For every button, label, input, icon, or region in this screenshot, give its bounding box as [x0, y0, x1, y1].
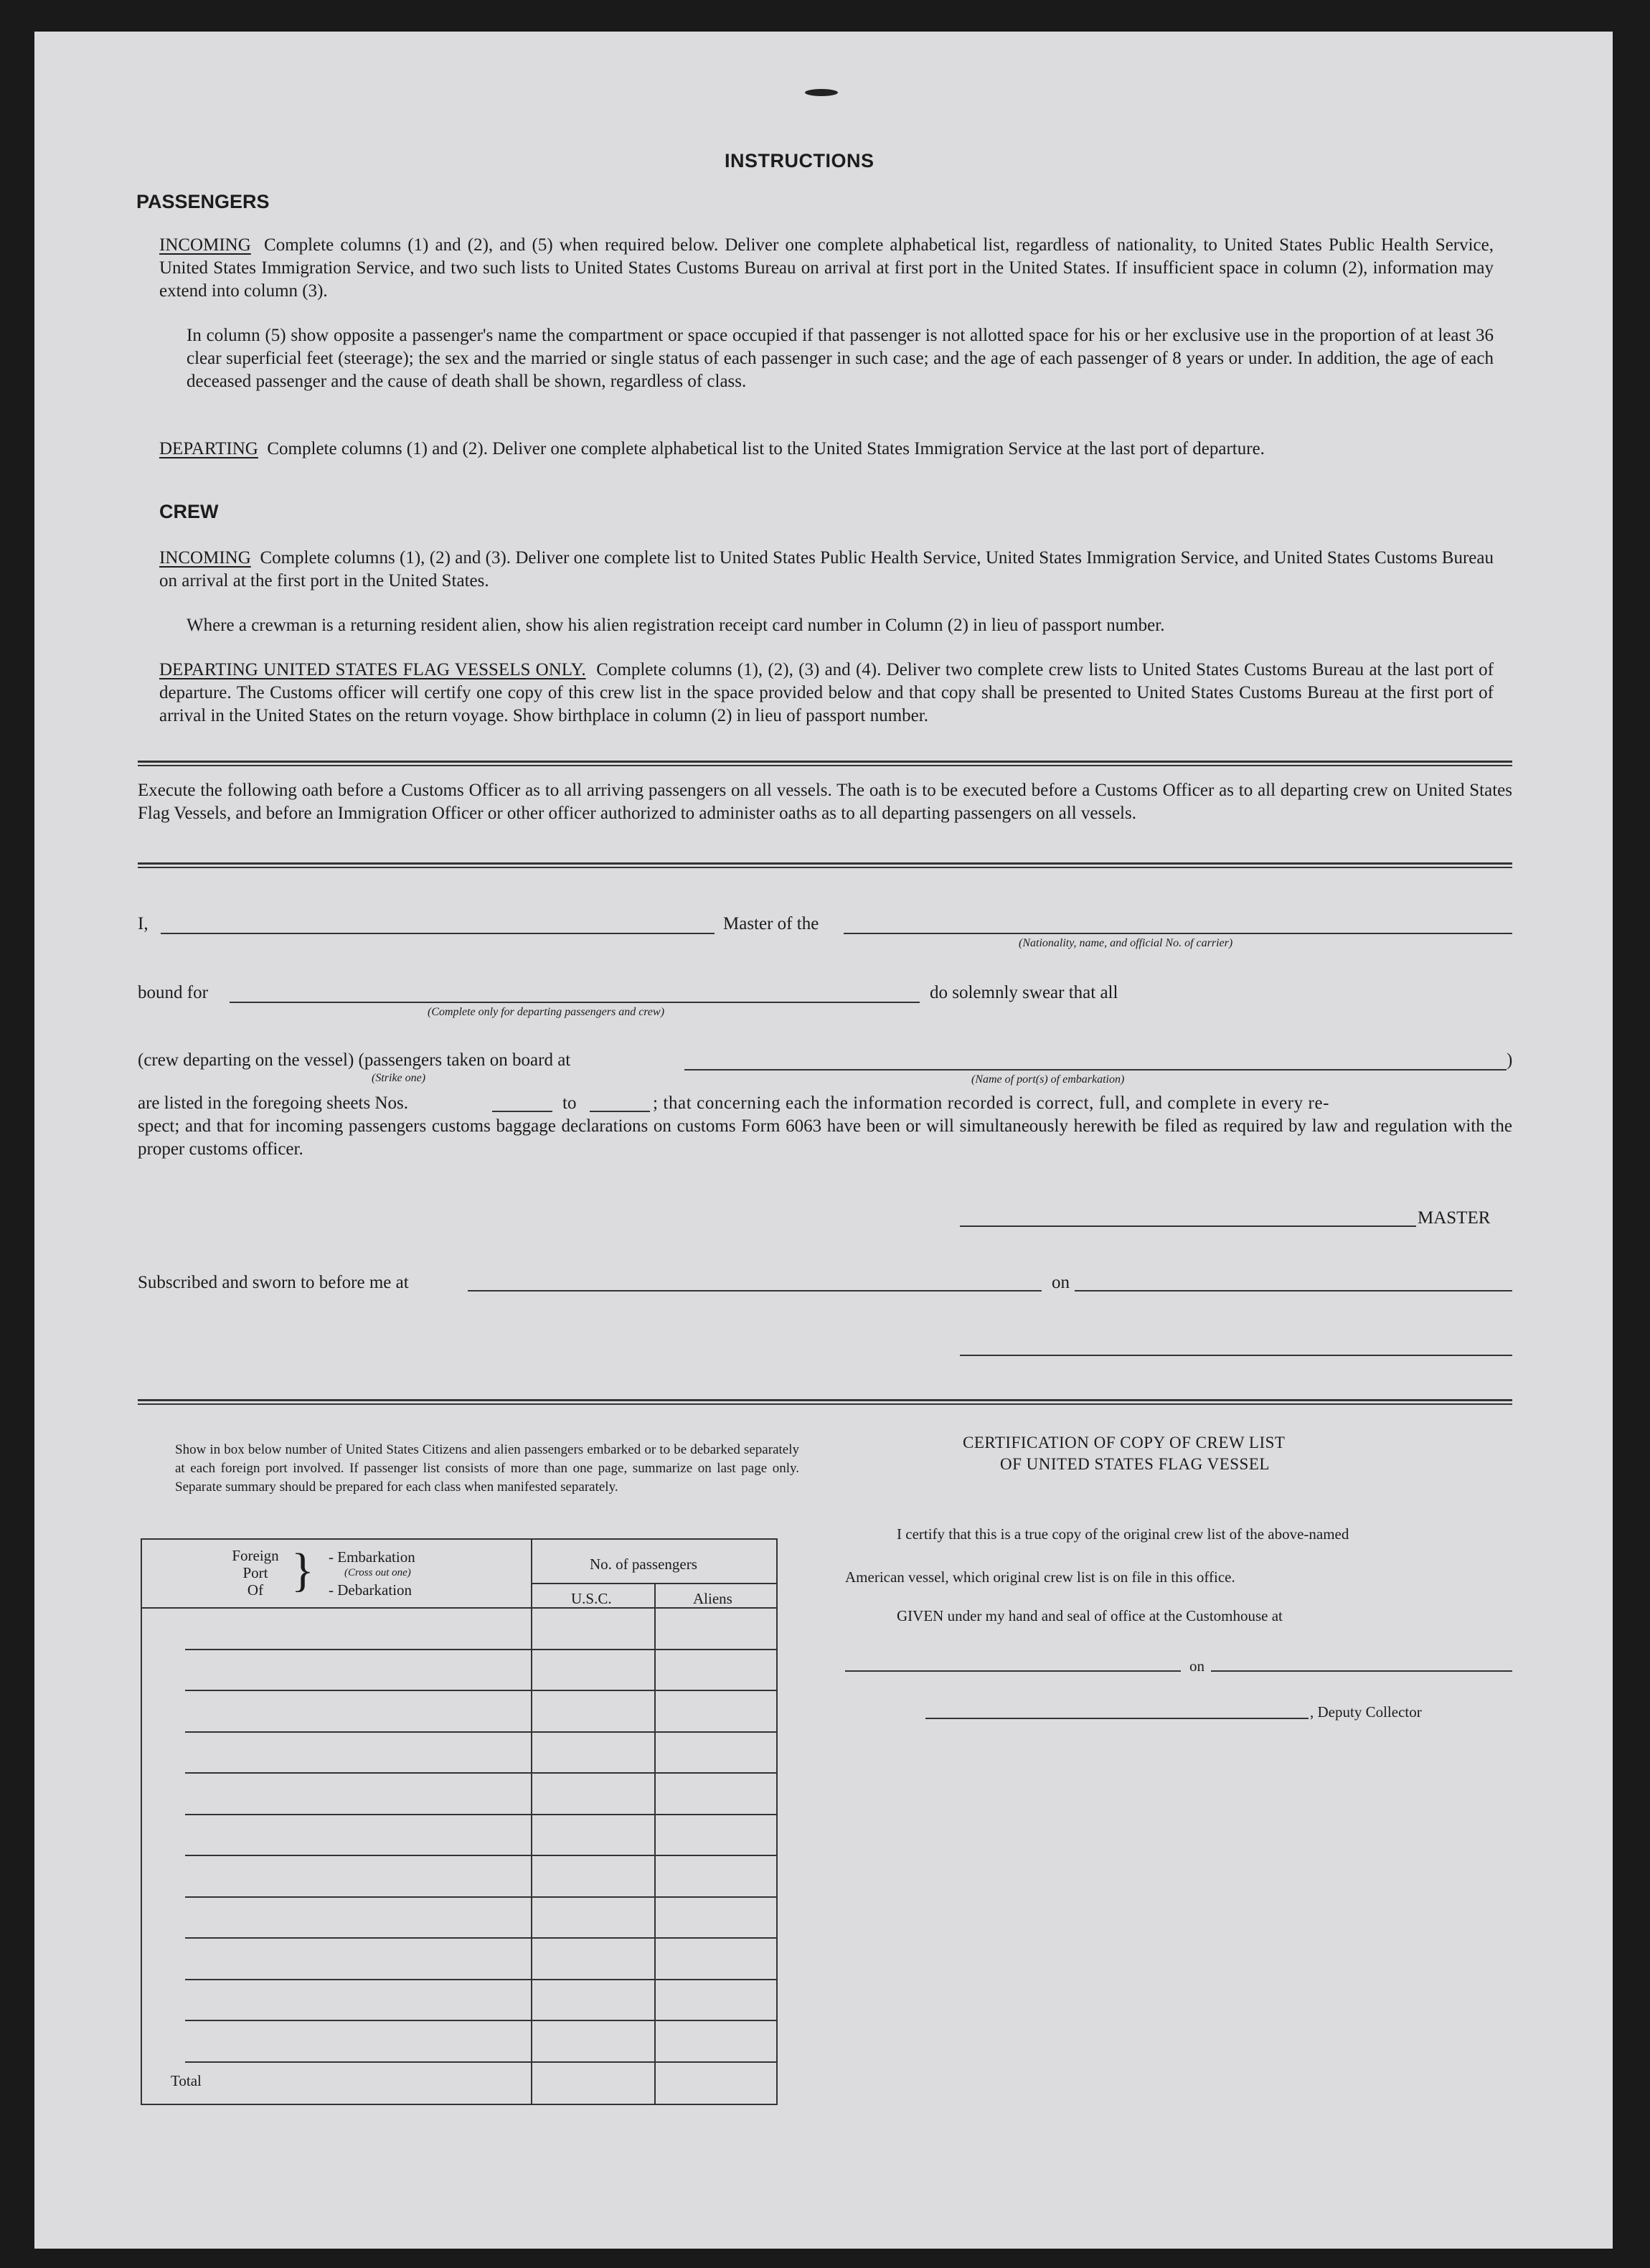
passengers-incoming-paragraph: [159, 234, 1494, 303]
master-signature-field[interactable]: [960, 1225, 1416, 1227]
crew-incoming-paragraph: [159, 547, 1494, 593]
certification-on-label: on: [1189, 1657, 1204, 1675]
passengers-departing-paragraph: [159, 438, 1494, 461]
passengers-incoming-text: Complete columns (1) and (2), and (5) when required below. Deliver one complete alphabetical list, regardless of nationality, to United States Public Health Service, United States Immigration Service, and two such lists to United States Customs Bureau on arrival at first port in the United States. If insufficient space in column (2), information may extend into column (3).: [159, 235, 1494, 301]
embarkation-port-field[interactable]: [684, 1069, 1507, 1071]
passengers-departing-label: DEPARTING: [159, 439, 258, 458]
to-label: to: [562, 1093, 577, 1113]
crew-resident-paragraph: Where a crewman is a returning resident alien, show his alien registration receipt card number in Column (2) in lieu of passport number.: [187, 616, 1165, 635]
oath-i-label: I,: [138, 914, 148, 933]
departing-note: (Complete only for departing passengers and crew): [428, 1006, 665, 1018]
crew-departing-text: (crew departing on the vessel) (passengers taken on board at: [138, 1050, 571, 1070]
table-row-line: [185, 1896, 776, 1898]
foreign-label: Foreign: [232, 1547, 279, 1564]
sheet-from-field[interactable]: [492, 1111, 552, 1112]
master-name-field[interactable]: [161, 933, 715, 934]
table-col-divider-2: [654, 1583, 656, 2104]
crew-departing-text: Complete columns (1), (2), (3) and (4). Deliver two complete crew lists to United States Customs Bureau at the last port of departure. The Customs officer will certify one copy of this crew list in the space provided below and that copy shall be presented to United States Customs Bureau at the first port of arrival in the United States on the return voyage. Show birthplace in column (2) in lieu of passport number.: [159, 660, 1494, 725]
table-header-line: [142, 1607, 776, 1609]
usc-header: U.S.C.: [571, 1590, 612, 1607]
customhouse-field[interactable]: [845, 1670, 1181, 1672]
subscribed-label: Subscribed and sworn to before me at: [138, 1273, 409, 1292]
oath-divider: [138, 862, 1512, 868]
listed-prefix: are listed in the foregoing sheets Nos.: [138, 1093, 408, 1113]
table-row-line: [185, 1731, 776, 1733]
passengers-incoming-label: INCOMING: [159, 235, 251, 255]
carrier-note: (Nationality, name, and official No. of carrier): [1019, 937, 1233, 949]
form-sheet: [34, 32, 1613, 2249]
table-row-line: [185, 1937, 776, 1939]
table-row-line: [185, 1979, 776, 1980]
given-line: GIVEN under my hand and seal of office at the Customhouse at: [897, 1607, 1283, 1624]
crew-departing-label: DEPARTING UNITED STATES FLAG VESSELS ONLY.: [159, 660, 586, 679]
sheet-to-field[interactable]: [590, 1111, 650, 1112]
aliens-header: Aliens: [693, 1590, 732, 1607]
certification-title-2: OF UNITED STATES FLAG VESSEL: [1000, 1455, 1270, 1473]
table-row-line: [185, 1855, 776, 1856]
foreign-port-of-label: [227, 1547, 284, 1599]
crew-heading: CREW: [159, 501, 219, 522]
crew-incoming-text: Complete columns (1), (2) and (3). Deliver one complete list to United States Public Health Service, United States Immigration Service, and United States Customs Bureau on arrival at the first port in the United States.: [159, 548, 1494, 590]
cross-out-note: (Cross out one): [344, 1567, 411, 1578]
certify-line-1: I certify that this is a true copy of the original crew list of the above-named: [897, 1525, 1349, 1543]
oath-intro: Execute the following oath before a Customs Officer as to all arriving passengers on all vessels. The oath is to be executed before a Customs Officer as to all departing crew on United States Flag Vessels, and before an Immigration Officer or other officer authorized to administer oaths as to all departing passengers on all vessels.: [138, 781, 1512, 823]
carrier-field[interactable]: [844, 933, 1512, 934]
table-row-line: [185, 1772, 776, 1774]
port-label: Port: [242, 1564, 268, 1581]
subscribed-on-label: on: [1052, 1273, 1070, 1292]
table-row-line: [185, 2020, 776, 2021]
officer-signature-field[interactable]: [960, 1355, 1512, 1356]
total-label: Total: [171, 2072, 202, 2089]
strike-one-note: (Strike one): [372, 1072, 426, 1084]
table-row-line: [185, 1814, 776, 1815]
passengers-column5-paragraph: In column (5) show opposite a passenger's name the compartment or space occupied if that passenger is not allotted space for his or her exclusive use in the proportion of at least 36 clear superficial feet (steerage); the sex and the married or single status of each passenger in such case; and the age of each passenger of 8 years or under. In addition, the age of each deceased passenger and the cause of death shall be shown, regardless of class.: [187, 326, 1494, 391]
table-row-line: [185, 2061, 776, 2063]
crew-incoming-label: INCOMING: [159, 548, 251, 568]
no-of-passengers-header: No. of passengers: [590, 1556, 697, 1573]
lower-divider: [138, 1399, 1512, 1405]
master-label: MASTER: [1418, 1208, 1491, 1228]
brace-glyph: }: [291, 1544, 314, 1596]
certification-title-1: CERTIFICATION OF COPY OF CREW LIST: [963, 1434, 1286, 1451]
summary-instructions: Show in box below number of United States Citizens and alien passengers embarked or to be debarked separately at each foreign port involved. If passenger list consists of more than one page, summarize on last page only. Separate summary should be prepared for each class when manifested separately.: [175, 1442, 799, 1495]
listed-suffix: ; that concerning each the information recorded is correct, full, and complete in every re-: [653, 1093, 1330, 1113]
passengers-departing-text: Complete columns (1) and (2). Deliver one complete alphabetical list to the United States Immigration Service at the last port of departure.: [267, 439, 1265, 458]
embarkation-label: - Embarkation: [329, 1548, 415, 1566]
punch-mark: [805, 89, 838, 96]
certification-date-field[interactable]: [1211, 1670, 1512, 1672]
bound-for-label: bound for: [138, 983, 208, 1002]
listed-rest: spect; and that for incoming passengers customs baggage declarations on customs Form 6063 have been or will simultaneously herewith be filed as required by law and regulation with the proper customs officer.: [138, 1116, 1512, 1159]
page-title: INSTRUCTIONS: [725, 150, 874, 171]
subscribed-date-field[interactable]: [1075, 1290, 1512, 1291]
bound-for-field[interactable]: [230, 1002, 920, 1003]
crew-departing-paragraph: [159, 659, 1494, 728]
section-divider: [138, 761, 1512, 766]
certify-line-2: American vessel, which original crew list is on file in this office.: [845, 1568, 1235, 1586]
embarkation-note: (Name of port(s) of embarkation): [971, 1073, 1125, 1086]
master-of-the-label: Master of the: [723, 914, 819, 933]
debarkation-label: - Debarkation: [329, 1581, 412, 1599]
solemnly-swear-text: do solemnly swear that all: [930, 983, 1118, 1002]
table-subheader-line: [532, 1583, 776, 1584]
deputy-collector-label: , Deputy Collector: [1310, 1703, 1422, 1721]
table-row-line: [185, 1649, 776, 1650]
table-row-line: [185, 1690, 776, 1691]
deputy-signature-field[interactable]: [925, 1718, 1309, 1719]
of-label: Of: [247, 1581, 264, 1599]
passengers-heading: PASSENGERS: [136, 191, 270, 212]
subscribed-place-field[interactable]: [468, 1290, 1042, 1291]
close-paren: ): [1507, 1050, 1513, 1070]
